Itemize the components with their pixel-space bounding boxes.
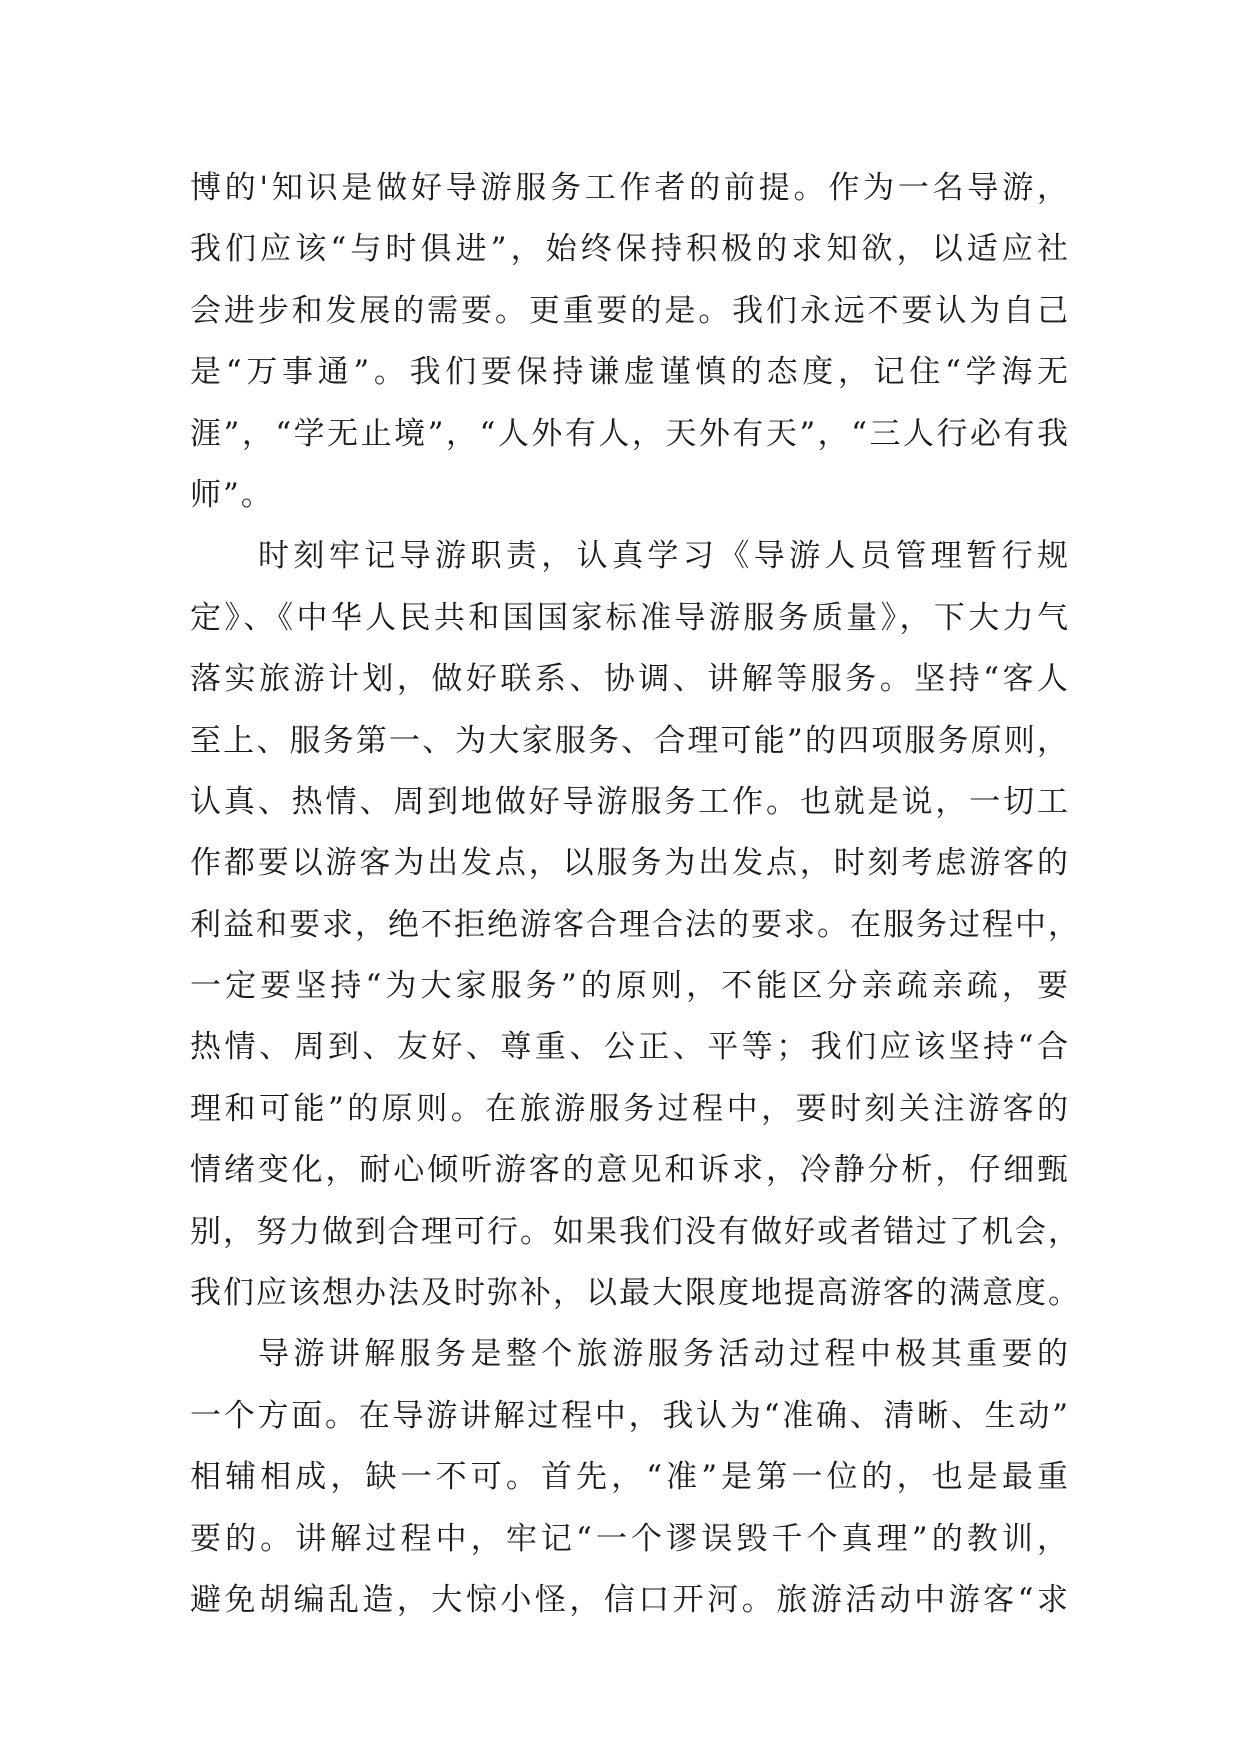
document-body — [190, 158, 1081, 1631]
text-line: 情绪变化，耐心倾听游客的意见和诉求，冷静分析，仔细甄 — [190, 1152, 1070, 1189]
text-line: 落实旅游计划，做好联系、协调、讲解等服务。坚持“客人 — [190, 661, 1070, 698]
text-line: 导游讲解服务是整个旅游服务活动过程中极其重要的 — [258, 1336, 1070, 1373]
text-line: 作都要以游客为出发点，以服务为出发点，时刻考虑游客的 — [190, 845, 1070, 882]
paragraph-1 — [190, 158, 1070, 526]
text-line: 师”。 — [190, 476, 274, 513]
text-line: 热情、周到、友好、尊重、公正、平等；我们应该坚持“合 — [190, 1029, 1070, 1066]
text-line: 我们应该“与时俱进”，始终保持积极的求知欲，以适应社 — [190, 231, 1070, 268]
text-line: 会进步和发展的需要。更重要的是。我们永远不要认为自己 — [190, 292, 1070, 329]
text-line: 涯”，“学无止境”，“人外有人，天外有天”，“三人行必有我 — [190, 415, 1070, 452]
text-line: 定》、《中华人民共和国国家标准导游服务质量》，下大力气 — [190, 599, 1070, 636]
paragraph-3 — [190, 1324, 1070, 1631]
text-line: 一定要坚持“为大家服务”的原则，不能区分亲疏亲疏，要 — [190, 968, 1070, 1005]
text-line: 避免胡编乱造，大惊小怪，信口开河。旅游活动中游客“求 — [190, 1581, 1070, 1618]
text-line: 至上、服务第一、为大家服务、合理可能”的四项服务原则， — [190, 722, 1070, 759]
text-line: 我们应该想办法及时弥补，以最大限度地提高游客的满意度。 — [190, 1275, 1081, 1312]
text-line: 别，努力做到合理可行。如果我们没有做好或者错过了机会， — [190, 1213, 1081, 1250]
text-line: 认真、热情、周到地做好导游服务工作。也就是说，一切工 — [190, 783, 1070, 820]
text-line: 博的'知识是做好导游服务工作者的前提。作为一名导游， — [190, 170, 1070, 206]
text-line: 利益和要求，绝不拒绝游客合理合法的要求。在服务过程中， — [190, 906, 1081, 943]
text-line: 相辅相成，缺一不可。首先，“准”是第一位的，也是最重 — [190, 1459, 1070, 1496]
text-line: 要的。讲解过程中，牢记“一个谬误毁千个真理”的教训， — [190, 1520, 1070, 1557]
text-line: 时刻牢记导游职责，认真学习《导游人员管理暂行规 — [258, 538, 1070, 575]
text-line: 理和可能”的原则。在旅游服务过程中，要时刻关注游客的 — [190, 1090, 1070, 1127]
text-line: 一个方面。在导游讲解过程中，我认为“准确、清晰、生动” — [190, 1397, 1070, 1434]
paragraph-2 — [190, 526, 1081, 1324]
text-line: 是“万事通”。我们要保持谦虚谨慎的态度，记住“学海无 — [190, 354, 1070, 391]
